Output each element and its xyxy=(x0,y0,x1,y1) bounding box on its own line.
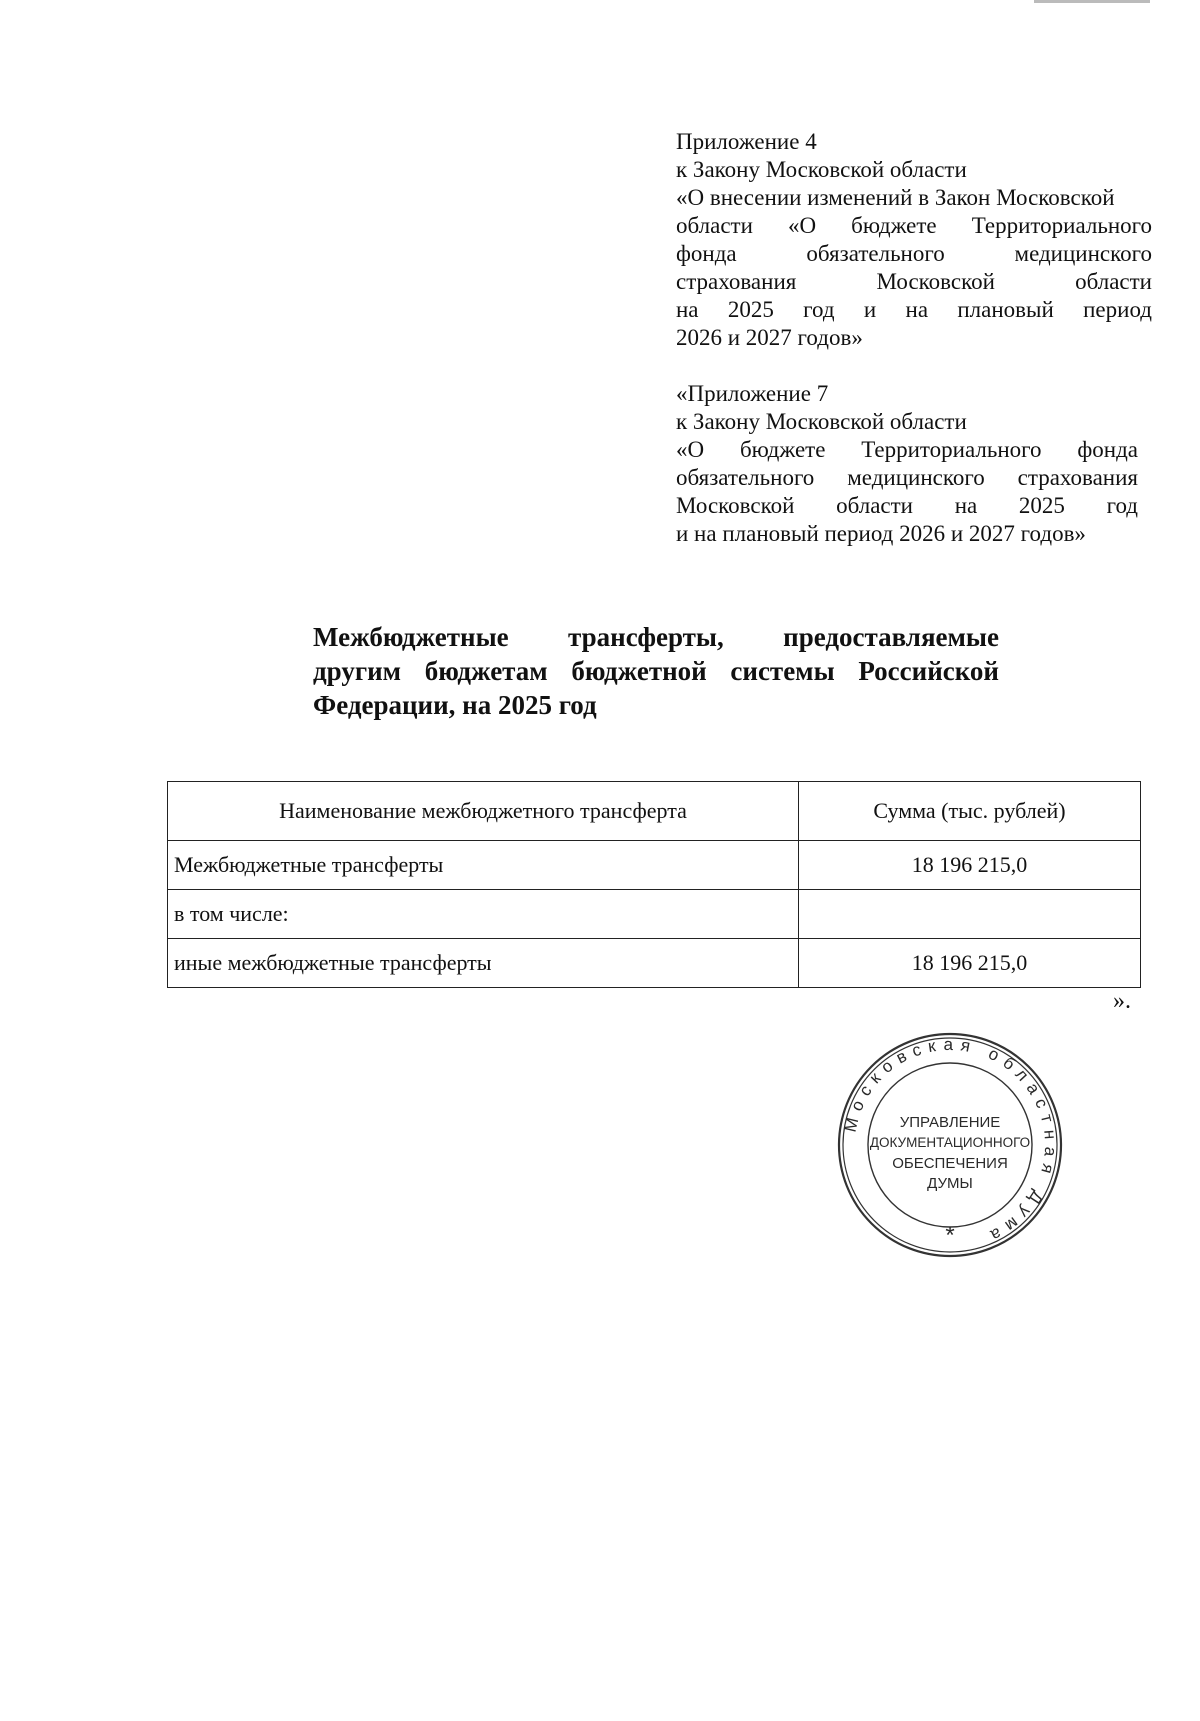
appendix-line: к Закону Московской области xyxy=(676,409,967,434)
appendix-line: 2026 и 2027 годов» xyxy=(676,325,863,350)
appendix-line: обязательного медицинского страхования xyxy=(676,465,1138,490)
appendix-line: фонда обязательного медицинского xyxy=(676,241,1152,266)
document-title xyxy=(313,620,999,722)
transfer-name-cell: Межбюджетные трансферты xyxy=(168,841,799,890)
table-row xyxy=(168,841,1141,890)
transfer-amount-cell: 18 196 215,0 xyxy=(799,939,1141,988)
transfer-amount-cell: 18 196 215,0 xyxy=(799,841,1141,890)
closing-quote-mark: ». xyxy=(1113,988,1131,1014)
table-header-row xyxy=(168,782,1141,841)
official-stamp-icon xyxy=(836,1028,1064,1262)
column-header-name: Наименование межбюджетного трансферта xyxy=(168,782,799,841)
appendix-line: к Закону Московской области xyxy=(676,157,967,182)
appendix-line: и на плановый период 2026 и 2027 годов» xyxy=(676,521,1086,546)
transfers-table xyxy=(167,781,1141,988)
appendix-line: на 2025 год и на плановый период xyxy=(676,297,1152,322)
appendix-line: области «О бюджете Территориального xyxy=(676,213,1152,238)
appendix-4-header xyxy=(676,128,1152,352)
column-header-amount: Сумма (тыс. рублей) xyxy=(799,782,1141,841)
stamp-center-line: УПРАВЛЕНИЕ xyxy=(899,1114,1001,1131)
scan-edge-mark xyxy=(1034,0,1150,3)
transfer-name-cell: иные межбюджетные трансферты xyxy=(168,939,799,988)
transfer-name-cell: в том числе: xyxy=(168,890,799,939)
title-line: Межбюджетные трансферты, предоставляемые xyxy=(313,622,999,652)
title-line: другим бюджетам бюджетной системы Российской xyxy=(313,656,999,686)
table-row xyxy=(168,939,1141,988)
appendix-line: «О бюджете Территориального фонда xyxy=(676,437,1138,462)
appendix-line: «О внесении изменений в Закон Московской xyxy=(676,185,1115,210)
appendix-line: страхования Московской области xyxy=(676,269,1152,294)
stamp-ring-text: Московская областная Дума xyxy=(840,1034,1061,1248)
appendix-line: Московской области на 2025 год xyxy=(676,493,1138,518)
stamp-center-line: ДОКУМЕНТАЦИОННОГО xyxy=(869,1135,1031,1150)
appendix-7-header xyxy=(676,380,1138,548)
appendix-line: Приложение 4 xyxy=(676,129,817,154)
stamp-center-line: ОБЕСПЕЧЕНИЯ xyxy=(892,1155,1008,1172)
stamp-star-icon: * xyxy=(945,1222,955,1249)
title-line: Федерации, на 2025 год xyxy=(313,690,597,720)
appendix-line: «Приложение 7 xyxy=(676,381,829,406)
transfer-amount-cell xyxy=(799,890,1141,939)
stamp-center-line: ДУМЫ xyxy=(927,1175,973,1192)
table-row xyxy=(168,890,1141,939)
